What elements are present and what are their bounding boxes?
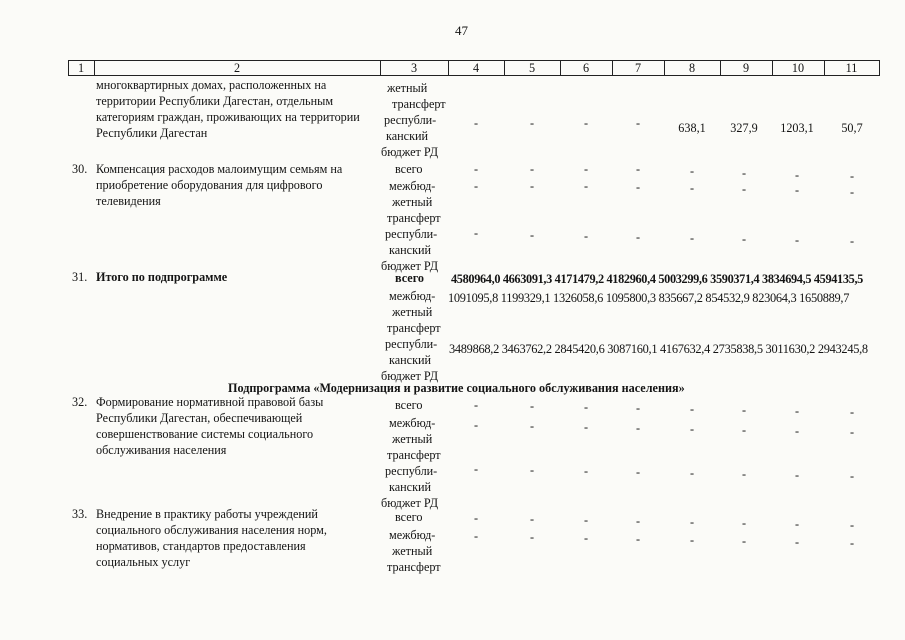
row-31-src-line: межбюд- — [389, 289, 436, 303]
row-32-total-10: - — [794, 404, 800, 418]
row-30-budget-5: - — [529, 228, 535, 242]
row-30-desc-line: Компенсация расходов малоимущим семьям на — [96, 162, 343, 176]
row-33-transfer-11: - — [849, 536, 855, 550]
row-30-total-7: - — [635, 162, 641, 176]
row-32-budget-4: - — [473, 462, 479, 476]
row-29-val-5: - — [529, 116, 535, 130]
header-col-2: 2 — [233, 61, 241, 75]
row-32-total-8: - — [689, 402, 695, 416]
row-32-budget-9: - — [741, 467, 747, 481]
row-29-src-line: бюджет РД — [381, 145, 439, 159]
row-33-total-4: - — [473, 511, 479, 525]
subprogram-heading: Подпрограмма «Модернизация и развитие социального обслуживания населения» — [228, 381, 685, 395]
header-col-4: 4 — [472, 61, 480, 75]
row-33-total-8: - — [689, 515, 695, 529]
row-31-src-line: бюджет РД — [381, 369, 439, 383]
row-30-transfer-6: - — [583, 179, 589, 193]
row-30-src-line: всего — [395, 162, 423, 176]
row-31-transfer-values: 1091095,8 1199329,1 1326058,6 1095800,3 835667,2 854532,9 823064,3 1650889,7 — [448, 291, 850, 305]
row-33-total-7: - — [635, 514, 641, 528]
row-29-desc-line: многоквартирных домах, расположенных на — [96, 78, 327, 92]
row-33-transfer-9: - — [741, 534, 747, 548]
row-29-src-line: трансферт — [392, 97, 446, 111]
row-30-number: 30. — [72, 162, 88, 176]
row-33-transfer-7: - — [635, 532, 641, 546]
row-30-transfer-10: - — [794, 183, 800, 197]
row-30-budget-10: - — [794, 233, 800, 247]
row-32-src-line: всего — [395, 398, 423, 412]
row-30-budget-11: - — [849, 234, 855, 248]
row-29-desc-line: Республики Дагестан — [96, 126, 208, 140]
row-30-total-8: - — [689, 164, 695, 178]
row-29-val-10: 1203,1 — [780, 121, 814, 135]
row-32-src-line: республи- — [385, 464, 438, 478]
row-32-src-line: канский — [389, 480, 432, 494]
row-32-transfer-8: - — [689, 422, 695, 436]
row-32-total-5: - — [529, 399, 535, 413]
row-31-src-line: трансферт — [387, 321, 441, 335]
row-30-src-line: трансферт — [387, 211, 441, 225]
row-31-src-line: канский — [389, 353, 432, 367]
row-30-budget-8: - — [689, 231, 695, 245]
row-32-transfer-7: - — [635, 421, 641, 435]
row-32-transfer-6: - — [583, 420, 589, 434]
row-32-desc-line: Формирование нормативной правовой базы — [96, 395, 324, 409]
row-33-transfer-8: - — [689, 533, 695, 547]
row-32-budget-10: - — [794, 468, 800, 482]
row-31-budget-values: 3489868,2 3463762,2 2845420,6 3087160,1 4167632,4 2735838,5 3011630,2 2943245,8 — [449, 342, 868, 356]
row-29-val-9: 327,9 — [730, 121, 758, 135]
row-29-val-11: 50,7 — [841, 121, 863, 135]
row-30-transfer-7: - — [635, 180, 641, 194]
header-col-11: 11 — [845, 61, 858, 75]
row-30-src-line: республи- — [385, 227, 438, 241]
row-32-budget-11: - — [849, 469, 855, 483]
row-30-total-9: - — [741, 166, 747, 180]
row-32-total-11: - — [849, 405, 855, 419]
row-30-budget-9: - — [741, 232, 747, 246]
row-33-number: 33. — [72, 507, 88, 521]
row-29-val-7: - — [635, 116, 641, 130]
row-30-budget-7: - — [635, 230, 641, 244]
row-30-budget-6: - — [583, 229, 589, 243]
row-32-total-4: - — [473, 398, 479, 412]
row-33-total-10: - — [794, 517, 800, 531]
row-33-desc-line: Внедрение в практику работы учреждений — [96, 507, 318, 521]
page-number: 47 — [455, 23, 468, 38]
row-33-src-line: жетный — [392, 544, 433, 558]
row-33-total-5: - — [529, 512, 535, 526]
row-32-src-line: жетный — [392, 432, 433, 446]
row-31-number: 31. — [72, 270, 88, 284]
row-31-total-values: 4580964,0 4663091,3 4171479,2 4182960,4 5003299,6 3590371,4 3834694,5 4594135,5 — [451, 272, 863, 286]
row-32-transfer-5: - — [529, 419, 535, 433]
row-33-transfer-5: - — [529, 530, 535, 544]
header-col-8: 8 — [688, 61, 696, 75]
row-30-transfer-5: - — [529, 179, 535, 193]
row-31-src-line: жетный — [392, 305, 433, 319]
row-31-src-line: всего — [395, 271, 425, 285]
row-32-total-6: - — [583, 400, 589, 414]
row-32-total-9: - — [741, 403, 747, 417]
row-31-src-line: республи- — [385, 337, 438, 351]
row-32-src-line: межбюд- — [389, 416, 436, 430]
row-29-val-8: 638,1 — [678, 121, 706, 135]
row-30-transfer-9: - — [741, 182, 747, 196]
row-29-desc-line: категориям граждан, проживающих на территории — [96, 110, 360, 124]
row-32-desc-line: Республики Дагестан, обеспечивающей — [96, 411, 303, 425]
row-32-desc-line: обслуживания населения — [96, 443, 227, 457]
row-32-total-7: - — [635, 401, 641, 415]
row-32-budget-8: - — [689, 466, 695, 480]
row-32-transfer-11: - — [849, 425, 855, 439]
row-30-transfer-11: - — [849, 185, 855, 199]
row-33-transfer-6: - — [583, 531, 589, 545]
row-33-total-11: - — [849, 518, 855, 532]
header-col-10: 10 — [791, 61, 805, 75]
row-30-total-11: - — [849, 169, 855, 183]
row-32-transfer-9: - — [741, 423, 747, 437]
row-32-budget-5: - — [529, 463, 535, 477]
row-30-desc-line: приобретение оборудования для цифрового — [96, 178, 323, 192]
row-32-budget-7: - — [635, 465, 641, 479]
row-29-src-line: республи- — [384, 113, 437, 127]
row-32-number: 32. — [72, 395, 88, 409]
row-32-transfer-10: - — [794, 424, 800, 438]
row-33-src-line: трансферт — [387, 560, 441, 574]
row-30-total-4: - — [473, 162, 479, 176]
row-29-desc-line: территории Республики Дагестан, отдельным — [96, 94, 334, 108]
row-30-total-10: - — [794, 168, 800, 182]
row-29-src-line: жетный — [387, 81, 428, 95]
row-30-src-line: канский — [389, 243, 432, 257]
row-33-transfer-4: - — [473, 529, 479, 543]
row-30-transfer-4: - — [473, 179, 479, 193]
row-30-transfer-8: - — [689, 181, 695, 195]
row-29-val-4: - — [473, 116, 479, 130]
row-30-src-line: межбюд- — [389, 179, 436, 193]
row-33-total-6: - — [583, 513, 589, 527]
header-col-1: 1 — [77, 61, 85, 75]
row-30-total-5: - — [529, 162, 535, 176]
row-33-src-line: всего — [395, 510, 423, 524]
row-32-transfer-4: - — [473, 418, 479, 432]
row-33-desc-line: социального обслуживания населения норм, — [96, 523, 327, 537]
row-30-total-6: - — [583, 162, 589, 176]
header-col-6: 6 — [582, 61, 590, 75]
row-32-src-line: бюджет РД — [381, 496, 439, 510]
row-32-desc-line: совершенствование системы социального — [96, 427, 314, 441]
row-30-src-line: жетный — [392, 195, 433, 209]
header-col-5: 5 — [528, 61, 536, 75]
header-col-9: 9 — [742, 61, 750, 75]
row-29-src-line: канский — [386, 129, 429, 143]
row-33-desc-line: социальных услуг — [96, 555, 191, 569]
row-29-val-6: - — [583, 116, 589, 130]
row-32-budget-6: - — [583, 464, 589, 478]
row-30-src-line: бюджет РД — [381, 259, 439, 273]
row-33-total-9: - — [741, 516, 747, 530]
header-col-7: 7 — [634, 61, 642, 75]
row-31-desc: Итого по подпрограмме — [96, 270, 228, 284]
row-32-src-line: трансферт — [387, 448, 441, 462]
row-30-budget-4: - — [473, 226, 479, 240]
row-33-src-line: межбюд- — [389, 528, 436, 542]
header-col-3: 3 — [410, 61, 418, 75]
row-33-transfer-10: - — [794, 535, 800, 549]
row-30-desc-line: телевидения — [96, 194, 161, 208]
row-33-desc-line: нормативов, стандартов предоставления — [96, 539, 306, 553]
